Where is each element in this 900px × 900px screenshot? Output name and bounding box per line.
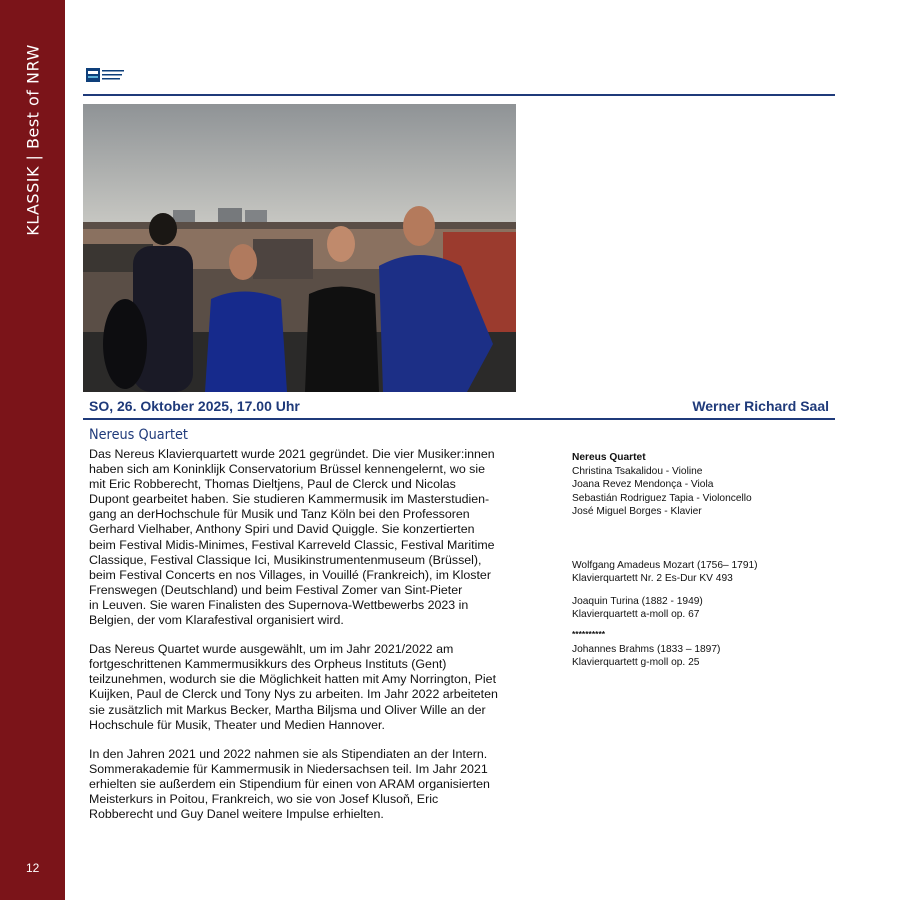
bio-line: Das Nereus Klavierquartett wurde 2021 gegründet. Die vier Musiker:innen <box>89 447 495 461</box>
ensemble-heading: Nereus Quartet <box>89 427 188 443</box>
bio-line: Robberecht und Guy Danel weitere Impulse erhielten. <box>89 807 384 822</box>
bio-line: sie zusätzlich mit Markus Becker, Martha Biljsma und Oliver Wille an der <box>89 702 486 717</box>
bio-line: beim Festival Midis-Minimes, Festival Karreveld Classic, Festival Maritime <box>89 537 495 552</box>
bio-line: beim Festival Concerts en nos Villages, in Vouillé (Frankreich), im Kloster <box>89 567 491 582</box>
bio-line: Hochschule für Musik, Theater und Medien Hannover. <box>89 717 385 732</box>
logo-icon <box>86 66 126 84</box>
bio-line: Classique, Festival Classique Ici, Musikinstrumentenmuseum (Brüssel), <box>89 552 482 567</box>
bio-line: Frenswegen (Deutschland) und beim Festival Zomer van Sint-Pieter <box>89 582 463 597</box>
bio-line: haben sich am Koninklijk Conservatorium Brüssel kennengelernt, wo sie <box>89 462 486 477</box>
bio-paragraph-2 <box>89 642 559 733</box>
sidebar-title: KLASSIK | Best of NRW <box>23 44 43 236</box>
lineup-member: Sebastián Rodriguez Tapia - Violoncello <box>572 492 752 504</box>
program-work: Klavierquartett Nr. 2 Es-Dur KV 493 <box>572 573 733 584</box>
ensemble-photo <box>83 104 516 392</box>
bio-paragraph-1 <box>89 447 559 628</box>
bio-line: Belgien, der vom Klarafestival organisiert wird. <box>89 613 344 628</box>
bio-line: In den Jahren 2021 und 2022 nahmen sie als Stipendiaten an der Intern. <box>89 746 488 761</box>
program-composer: Joaquin Turina (1882 - 1949) <box>572 595 703 607</box>
header-rule <box>83 94 835 96</box>
bio-line: Gerhard Vielhaber, Anthony Spiri und David Quiggle. Sie konzertierten <box>89 522 475 537</box>
lineup-title: Nereus Quartet <box>572 452 646 463</box>
sidebar <box>0 0 65 900</box>
lineup-member: José Miguel Borges - Klavier <box>572 506 702 517</box>
bio-line: teilzunehmen, wodurch sie die Möglichkeit hatten mit Amy Norrington, Piet <box>89 672 497 687</box>
lineup-member: Christina Tsakalidou - Violine <box>572 465 703 477</box>
venue-name: Werner Richard Saal <box>692 398 829 414</box>
bio-line: gang an derHochschule für Musik und Tanz Köln bei den Professoren <box>89 507 470 522</box>
bio-paragraph-3 <box>89 747 559 822</box>
section-rule <box>83 418 835 420</box>
bio-line: erhielten sie außerdem ein Stipendium für einen von ARAM organisierten <box>89 776 490 791</box>
lineup-member: Joana Revez Mendonça - Viola <box>572 479 714 490</box>
program-info <box>572 451 812 670</box>
event-date: SO, 26. Oktober 2025, 17.00 Uhr <box>89 398 300 414</box>
bio-line: Dupont gearbeitet haben. Sie studieren Kammermusik im Masterstudien- <box>89 492 490 507</box>
bio-line: Meisterkurs in Poitou, Frankreich, wo sie von Josef Klusoň, Eric <box>89 791 439 806</box>
program-work: Klavierquartett a-moll op. 67 <box>572 609 700 620</box>
program-composer: Johannes Brahms (1833 – 1897) <box>572 643 721 655</box>
biography <box>89 447 559 836</box>
bio-line: Das Nereus Quartet wurde ausgewählt, um im Jahr 2021/2022 am <box>89 642 454 657</box>
page-number: 12 <box>26 861 40 875</box>
bio-line: mit Eric Robberecht, Thomas Dieltjens, Paul de Clerck und Nicolas <box>89 477 456 492</box>
bio-line: Sommerakademie für Kammermusik in Niedersachsen teil. Im Jahr 2021 <box>89 761 488 776</box>
program-work: Klavierquartett g-moll op. 25 <box>572 657 700 668</box>
bio-line: in Leuven. Sie waren Finalisten des Supernova-Wettbewerbs 2023 in <box>89 597 469 612</box>
bio-line: Kuijken, Paul de Clerck und Tony Nys zu arbeiten. Im Jahr 2022 arbeiteten <box>89 687 498 702</box>
bio-line: fortgeschrittenen Kammermusikkurs des Orpheus Instituts (Gent) <box>89 657 447 672</box>
program-composer: Wolfgang Amadeus Mozart (1756– 1791) <box>572 559 758 571</box>
program-separator: ********** <box>572 628 606 639</box>
